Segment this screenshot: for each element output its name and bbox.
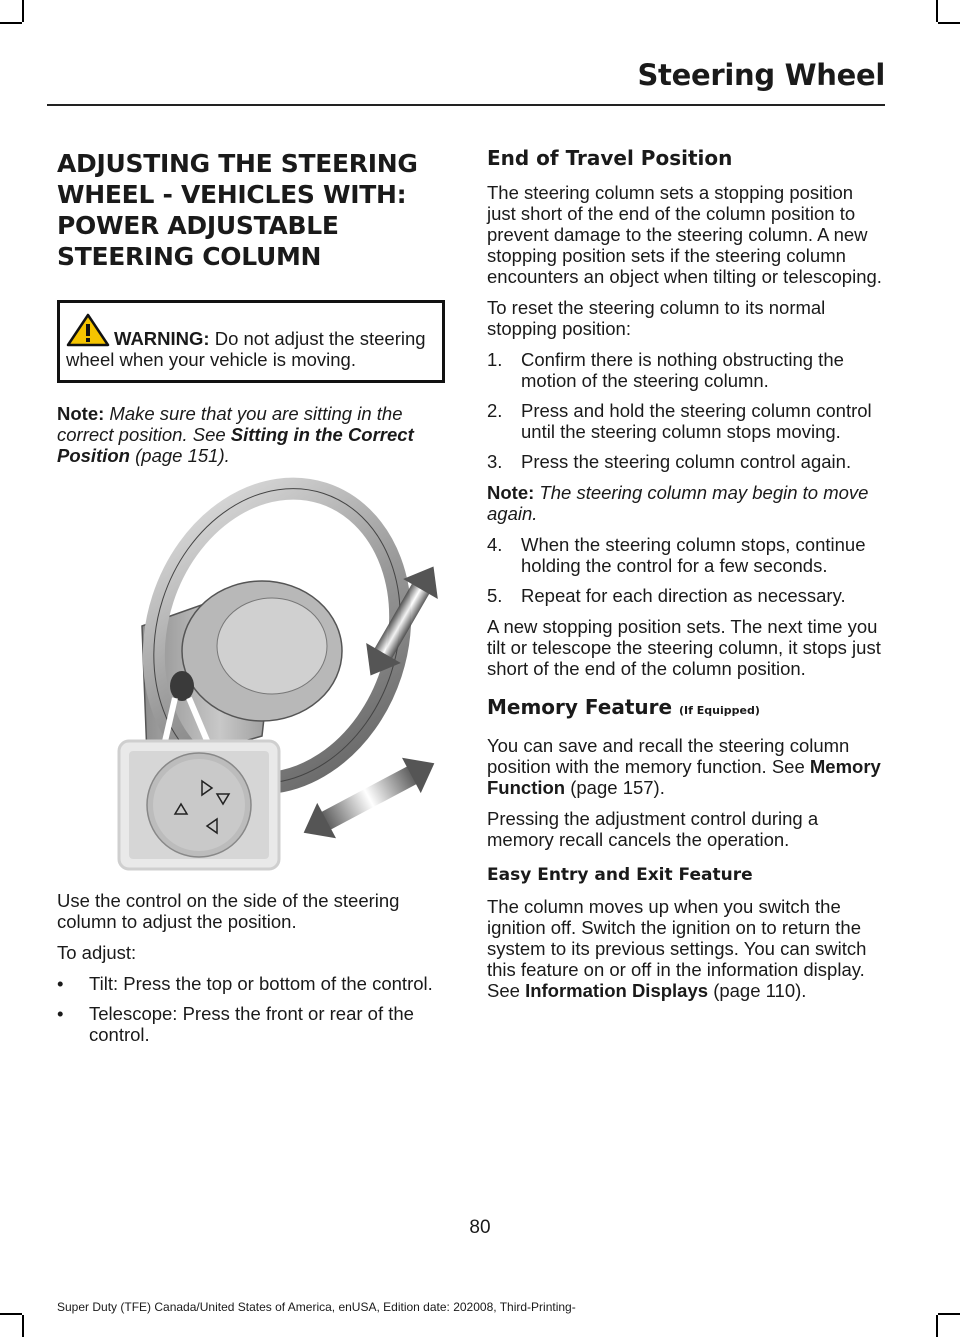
- crop-mark: [22, 1315, 24, 1337]
- list-item: [57, 1003, 445, 1045]
- bullet-marker: •: [57, 973, 64, 994]
- note-label: Note:: [57, 403, 105, 424]
- warning-box: [57, 300, 445, 383]
- memory-page-ref: (page 157).: [570, 777, 665, 798]
- intro-text: Use the control on the side of the steering column to adjust the position.: [57, 890, 400, 932]
- memory-feature-heading: [487, 695, 882, 723]
- step-number: 5.: [487, 585, 503, 606]
- left-column: [57, 148, 445, 1055]
- note-label: Note:: [487, 482, 535, 503]
- step-number: 4.: [487, 534, 503, 555]
- crop-mark: [936, 1315, 938, 1337]
- reset-steps-list: [487, 349, 882, 472]
- list-item: [487, 534, 882, 576]
- crop-mark: [22, 0, 24, 22]
- step-number: 2.: [487, 400, 503, 421]
- note-text: The steering column may begin to move again.: [487, 482, 869, 524]
- to-adjust-label: To adjust:: [57, 942, 137, 963]
- section-heading: ADJUSTING THE STEERING WHEEL - VEHICLES WITH: POWER ADJUSTABLE STEERING COLUMN: [57, 149, 418, 271]
- list-item: [57, 973, 445, 994]
- list-item: [487, 400, 882, 442]
- page-title: Steering Wheel: [637, 58, 885, 92]
- information-displays-link[interactable]: Information Displays: [525, 980, 709, 1001]
- page-number: 80: [469, 1217, 491, 1238]
- memory-text: You can save and recall the steering column position with the memory function. See: [487, 735, 850, 777]
- note: [487, 482, 882, 524]
- footer-text: Super Duty (TFE) Canada/United States of America, enUSA, Edition date: 202008, Third-Printing-: [57, 1300, 576, 1314]
- warning-label: WARNING:: [114, 328, 210, 349]
- step-text: When the steering column stops, continue holding the control for a few seconds.: [521, 534, 866, 576]
- reset-steps-list-continued: [487, 534, 882, 606]
- step-number: 3.: [487, 451, 503, 472]
- list-item: [487, 585, 882, 606]
- list-item: [487, 349, 882, 391]
- crop-mark: [0, 22, 22, 24]
- memory-paragraph: [487, 735, 882, 798]
- crop-mark: [938, 22, 960, 24]
- header-divider: [47, 104, 885, 106]
- crop-mark: [938, 1313, 960, 1315]
- memory-paragraph: Pressing the adjustment control during a memory recall cancels the operation.: [487, 808, 819, 850]
- easy-entry-heading: Easy Entry and Exit Feature: [487, 865, 753, 885]
- easy-entry-page-ref: (page 110).: [713, 980, 807, 1001]
- steering-wheel-illustration: [57, 476, 445, 872]
- bullet-marker: •: [57, 1003, 64, 1024]
- step-text: Press the steering column control again.: [521, 451, 852, 472]
- eot-paragraph: The steering column sets a stopping position just short of the end of the column position to prevent damage to the steering column. A new stopping position sets if the steering column encounters an object when tilting or telescoping.: [487, 182, 882, 287]
- adjust-list: [57, 973, 445, 1045]
- easy-entry-text: The column moves up when you switch the ignition off. Switch the ignition on to return the system to its previous settings. You can switch this feature on or off in the information display. See: [487, 896, 867, 1001]
- list-item-text: Telescope: Press the front or rear of the control.: [89, 1003, 414, 1045]
- step-text: Press and hold the steering column control until the steering column stops moving.: [521, 400, 872, 442]
- memory-function-link[interactable]: Memory Function: [487, 756, 881, 798]
- easy-entry-paragraph: [487, 896, 882, 1001]
- warning-text: Do not adjust the steering wheel when your vehicle is moving.: [66, 328, 426, 370]
- note-page-ref: (page 151).: [135, 445, 230, 466]
- list-item: [487, 451, 882, 472]
- step-text: Confirm there is nothing obstructing the motion of the steering column.: [521, 349, 844, 391]
- list-item-text: Tilt: Press the top or bottom of the control.: [89, 973, 433, 994]
- warning-triangle-icon: [66, 313, 110, 347]
- right-column: [487, 146, 882, 1011]
- eot-paragraph: To reset the steering column to its normal stopping position:: [487, 297, 826, 339]
- crop-mark: [0, 1313, 22, 1315]
- memory-heading-text: Memory Feature: [487, 695, 673, 719]
- step-text: Repeat for each direction as necessary.: [521, 585, 846, 606]
- eot-paragraph: A new stopping position sets. The next time you tilt or telescope the steering column, it stops just short of the end of the column position.: [487, 616, 881, 679]
- if-equipped-label: (If Equipped): [679, 704, 760, 717]
- note-link[interactable]: Sitting in the Correct Position: [57, 424, 414, 466]
- end-of-travel-heading: End of Travel Position: [487, 146, 733, 170]
- crop-mark: [936, 0, 938, 22]
- step-number: 1.: [487, 349, 503, 370]
- note: [57, 403, 445, 466]
- note-text: Make sure that you are sitting in the correct position. See: [57, 403, 403, 445]
